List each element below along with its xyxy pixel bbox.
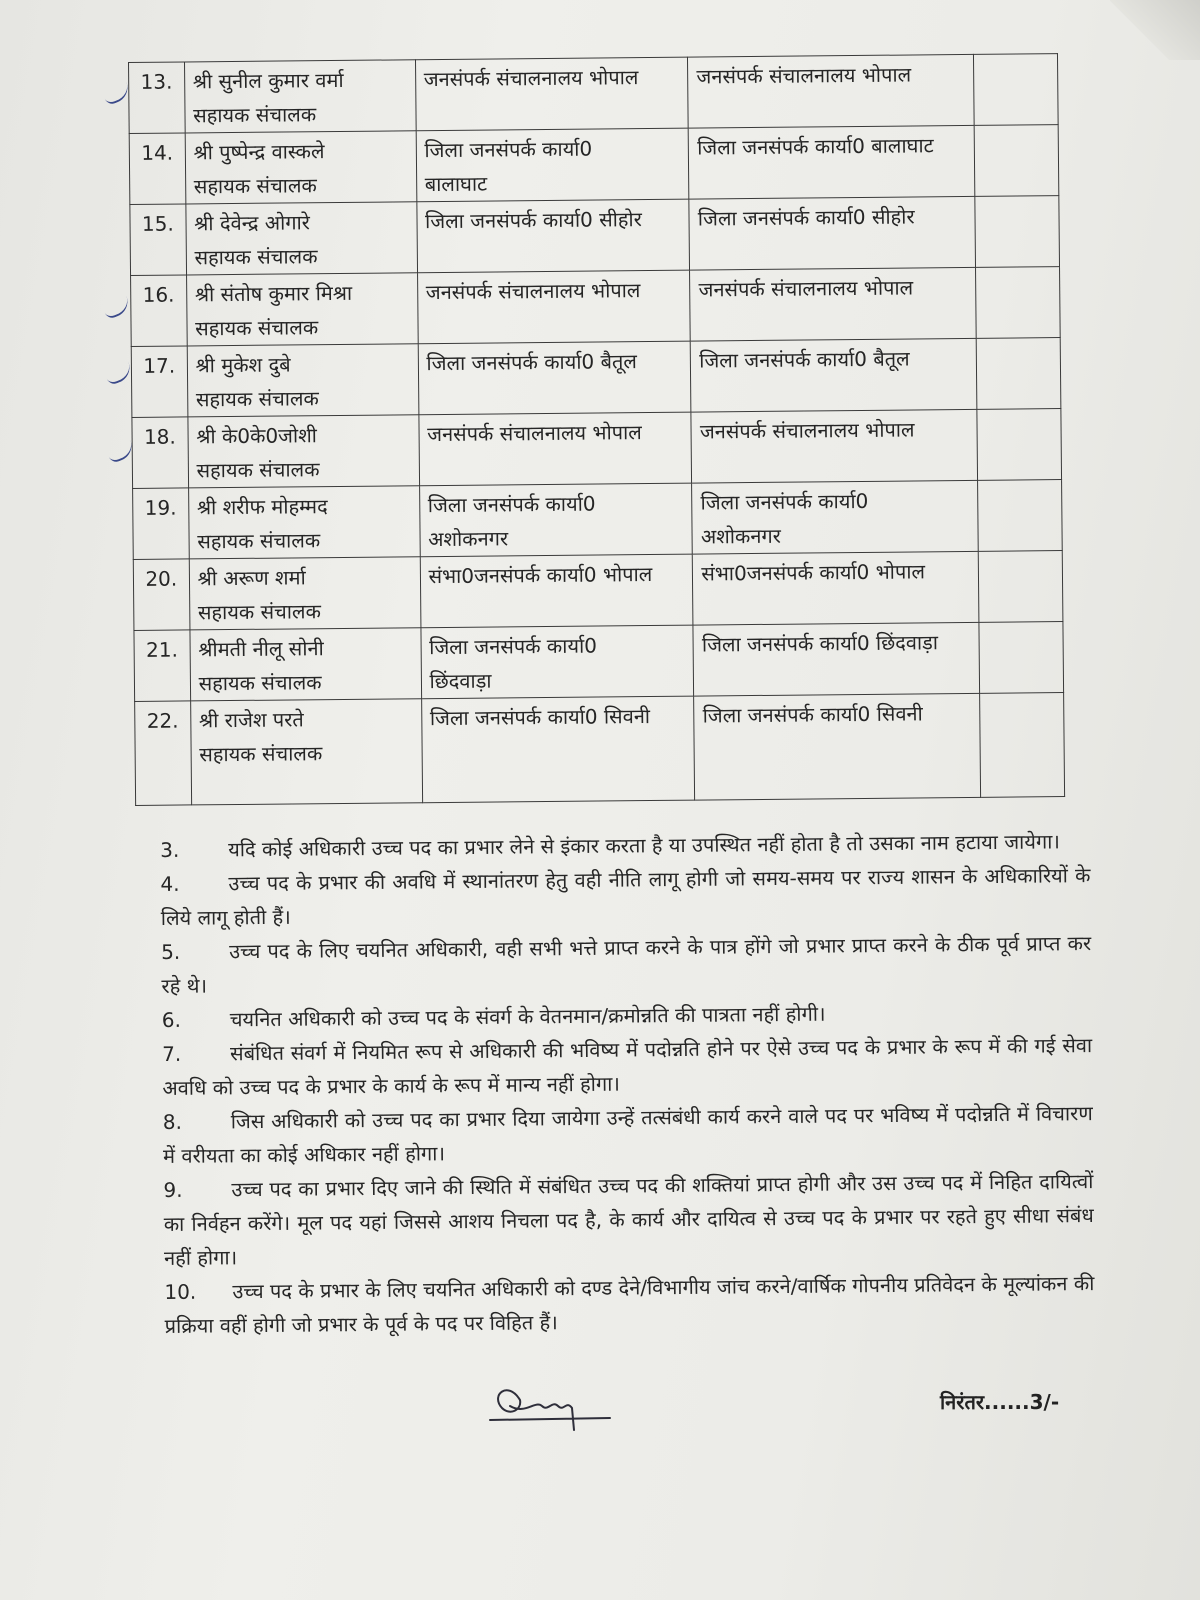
officer-name: श्री शरीफ मोहम्मद <box>196 494 328 520</box>
officer-name: श्री मुकेश दुबे <box>195 352 291 378</box>
posting-office-text: जनसंपर्क संचालनालय भोपाल <box>698 275 914 302</box>
serial-number-cell: 18. <box>132 417 188 489</box>
serial-number-cell: 21. <box>134 630 190 702</box>
pen-tick-mark <box>104 362 134 386</box>
serial-number-cell: 19. <box>133 488 189 560</box>
condition-text: यदि कोई अधिकारी उच्च पद का प्रभार लेने से इंकार करता है या उपस्थित नहीं होता है तो उसका नाम हटाया जायेगा। <box>228 829 1061 862</box>
posting-office-cell <box>688 54 974 128</box>
current-office-text: जिला जनसंपर्क कार्या0 <box>424 136 593 163</box>
officer-designation: सहायक संचालक <box>193 102 317 128</box>
officer-name-cell <box>187 344 419 417</box>
conditions-list <box>160 824 1095 1343</box>
table-row <box>131 267 1061 347</box>
current-office-cell <box>420 554 693 628</box>
posting-office-text: जिला जनसंपर्क कार्या0 बैतूल <box>699 346 910 373</box>
current-office-text: जनसंपर्क संचालनालय भोपाल <box>427 420 642 447</box>
table-row <box>133 480 1063 560</box>
serial-number-cell: 17. <box>131 346 187 418</box>
officer-name-cell <box>189 557 421 630</box>
posting-office-cell <box>689 196 975 270</box>
current-office-text: जिला जनसंपर्क कार्या0 बैतूल <box>426 349 638 376</box>
current-office-text: जिला जनसंपर्क कार्या0 सीहोर <box>425 207 642 234</box>
serial-number-cell: 16. <box>131 275 187 347</box>
serial-number-cell: 14. <box>129 133 185 205</box>
posting-office-text: जिला जनसंपर्क कार्या0 बालाघाट <box>697 133 934 160</box>
officer-name-cell <box>190 628 422 701</box>
posting-office-text: जनसंपर्क संचालनालय भोपाल <box>699 417 915 444</box>
officer-designation: सहायक संचालक <box>196 457 320 483</box>
current-office-cell <box>417 270 690 344</box>
current-office-cell <box>419 483 692 557</box>
remarks-cell <box>980 693 1065 798</box>
current-office-cell <box>418 412 691 486</box>
table-row <box>129 54 1059 134</box>
condition-paragraph <box>162 1028 1093 1105</box>
current-office-text: जिला जनसंपर्क कार्या0 <box>427 491 596 518</box>
condition-text: जिस अधिकारी को उच्च पद का प्रभार दिया जायेगा उन्हें तत्संबंधी कार्य करने वाले पद पर भविष्य में पदोन्नति में विचारण में वरीयता का कोई अधिकार नहीं होगा। <box>162 1101 1093 1168</box>
table-row <box>130 196 1060 276</box>
remarks-cell <box>974 125 1059 197</box>
remarks-cell <box>977 409 1062 481</box>
current-office-cell <box>421 625 694 699</box>
remarks-cell <box>975 196 1060 268</box>
posting-office-cell <box>693 551 979 625</box>
table-row <box>135 693 1065 806</box>
officer-designation: सहायक संचालक <box>193 173 317 199</box>
officer-designation: सहायक संचालक <box>198 670 322 696</box>
posting-office-text: जिला जनसंपर्क कार्या0 छिंदवाड़ा <box>701 630 939 657</box>
officer-name: श्री के0के0जोशी <box>196 423 318 449</box>
condition-number: 7. <box>162 1041 182 1066</box>
posting-office-text: जिला जनसंपर्क कार्या0 सिवनी <box>702 701 923 728</box>
remarks-cell <box>973 54 1058 126</box>
officer-name: श्री सुनील कुमार वर्मा <box>192 67 344 94</box>
remarks-cell <box>979 622 1064 694</box>
officer-table <box>128 53 1065 806</box>
current-office-text: जनसंपर्क संचालनालय भोपाल <box>425 278 641 305</box>
current-office-cell <box>416 128 689 202</box>
current-office-text: बालाघाट <box>424 171 488 197</box>
officer-name: श्री देवेन्द्र ओगारे <box>194 210 311 236</box>
current-office-text: छिंदवाड़ा <box>429 668 492 694</box>
table-row <box>133 551 1063 631</box>
posting-office-text: अशोकनगर <box>700 523 781 549</box>
table-row <box>129 125 1059 205</box>
posting-office-cell <box>688 125 974 199</box>
officer-table-body <box>129 54 1065 806</box>
remarks-cell <box>976 338 1061 410</box>
condition-number: 4. <box>160 871 180 896</box>
condition-text: संबंधित संवर्ग में नियमित रूप से अधिकारी की भविष्य में पदोन्नति होने पर ऐसे उच्च पद के प्रभार के रूप में की गई सेवा अवधि को उच्च पद के प्रभार के कार्य के रूप में मान्य नहीं होगा। <box>162 1033 1093 1100</box>
condition-paragraph <box>161 926 1092 1003</box>
remarks-cell <box>978 551 1063 623</box>
current-office-cell <box>418 341 691 415</box>
condition-paragraph <box>160 858 1091 935</box>
condition-text: उच्च पद का प्रभार दिए जाने की स्थिति में संबंधित उच्च पद की शक्तियां प्राप्त होगी और उस उच्च पद में निहित दायित्वों का निर्वहन करेंगे। मूल पद यहां जिससे आशय निचला पद है, के कार्य और दायित्व से उच्च पद के प्रभार पर रहते हुए सीधा संबंध नहीं होगा। <box>163 1169 1094 1270</box>
condition-text: चयनित अधिकारी को उच्च पद के संवर्ग के वेतनमान/क्रमोन्नति की पात्रता नहीं होगी। <box>229 1001 826 1032</box>
condition-number: 3. <box>160 837 180 862</box>
serial-number-cell: 15. <box>130 204 186 276</box>
condition-text: उच्च पद के प्रभार के लिए चयनित अधिकारी को दण्ड देने/विभागीय जांच करने/वार्षिक गोपनीय प्रतिवेदन के मूल्यांकन की प्रक्रिया वहीं होगी जो प्रभार के पूर्व के पद पर विहित हैं। <box>164 1271 1095 1338</box>
pen-tick-mark <box>102 296 132 320</box>
current-office-text: अशोकनगर <box>428 526 509 552</box>
current-office-cell <box>415 57 688 131</box>
signature <box>480 1370 620 1450</box>
officer-name-cell <box>185 131 417 204</box>
posting-office-text: संभा0जनसंपर्क कार्या0 भोपाल <box>701 559 926 586</box>
condition-number: 6. <box>161 1007 182 1032</box>
current-office-text: जिला जनसंपर्क कार्या0 <box>429 633 598 660</box>
current-office-text: जनसंपर्क संचालनालय भोपाल <box>423 65 639 92</box>
officer-designation: सहायक संचालक <box>195 386 319 412</box>
officer-designation: सहायक संचालक <box>199 741 323 767</box>
condition-text: उच्च पद के लिए चयनित अधिकारी, वही सभी भत्ते प्राप्त करने के पात्र होंगे जो प्रभार प्राप्त करने के ठीक पूर्व प्राप्त कर रहे थे। <box>161 931 1092 998</box>
posting-office-cell <box>690 267 976 341</box>
condition-paragraph <box>163 1164 1094 1275</box>
current-office-text: जिला जनसंपर्क कार्या0 सिवनी <box>429 704 651 731</box>
officer-designation: सहायक संचालक <box>197 528 321 554</box>
current-office-text: संभा0जनसंपर्क कार्या0 भोपाल <box>428 561 653 589</box>
officer-name: श्री पुष्पेन्द्र वास्कले <box>193 139 325 165</box>
condition-paragraph <box>163 1096 1094 1173</box>
posting-office-cell <box>693 622 979 696</box>
officer-name: श्रीमती नीलू सोनी <box>198 636 324 662</box>
remarks-cell <box>976 267 1061 339</box>
officer-name-cell <box>190 699 422 805</box>
officer-name-cell <box>188 415 420 488</box>
officer-designation: सहायक संचालक <box>194 244 318 270</box>
officer-designation: सहायक संचालक <box>195 315 319 341</box>
condition-number: 10. <box>164 1279 197 1304</box>
condition-text: उच्च पद के प्रभार की अवधि में स्थानांतरण हेतु वही नीति लागू होगी जो समय-समय पर राज्य शासन के अधिकारियों के लिये लागू होती हैं। <box>160 863 1091 930</box>
table-row <box>131 338 1061 418</box>
condition-number: 8. <box>162 1109 182 1134</box>
posting-office-text: जनसंपर्क संचालनालय भोपाल <box>696 62 912 89</box>
posting-office-cell <box>691 409 977 483</box>
posting-office-cell <box>691 338 977 412</box>
table-row <box>134 622 1064 702</box>
current-office-cell <box>421 696 695 803</box>
officer-name-cell <box>188 486 420 559</box>
posting-office-text: जिला जनसंपर्क कार्या0 <box>700 488 869 515</box>
officer-designation: सहायक संचालक <box>197 599 322 625</box>
officer-name: श्री संतोष कुमार मिश्रा <box>194 280 353 307</box>
continued-page-marker: निरंतर......3/- <box>940 1390 1060 1414</box>
serial-number-cell: 20. <box>133 559 189 631</box>
posting-office-text: जिला जनसंपर्क कार्या0 सीहोर <box>697 204 915 231</box>
serial-number-cell: 22. <box>135 701 192 806</box>
condition-paragraph <box>164 1266 1095 1343</box>
officer-name-cell <box>184 60 416 133</box>
table-row <box>132 409 1062 489</box>
posting-office-cell <box>692 480 978 554</box>
current-office-cell <box>416 199 689 273</box>
officer-name-cell <box>186 202 418 275</box>
condition-number: 9. <box>163 1177 183 1202</box>
remarks-cell <box>978 480 1063 552</box>
page-corner-fold <box>1110 0 1200 60</box>
serial-number-cell: 13. <box>129 62 185 134</box>
officer-name-cell <box>186 273 418 346</box>
posting-office-cell <box>694 693 981 800</box>
officer-name: श्री राजेश परते <box>198 707 304 733</box>
officer-name: श्री अरूण शर्मा <box>197 565 306 591</box>
condition-number: 5. <box>161 939 181 964</box>
